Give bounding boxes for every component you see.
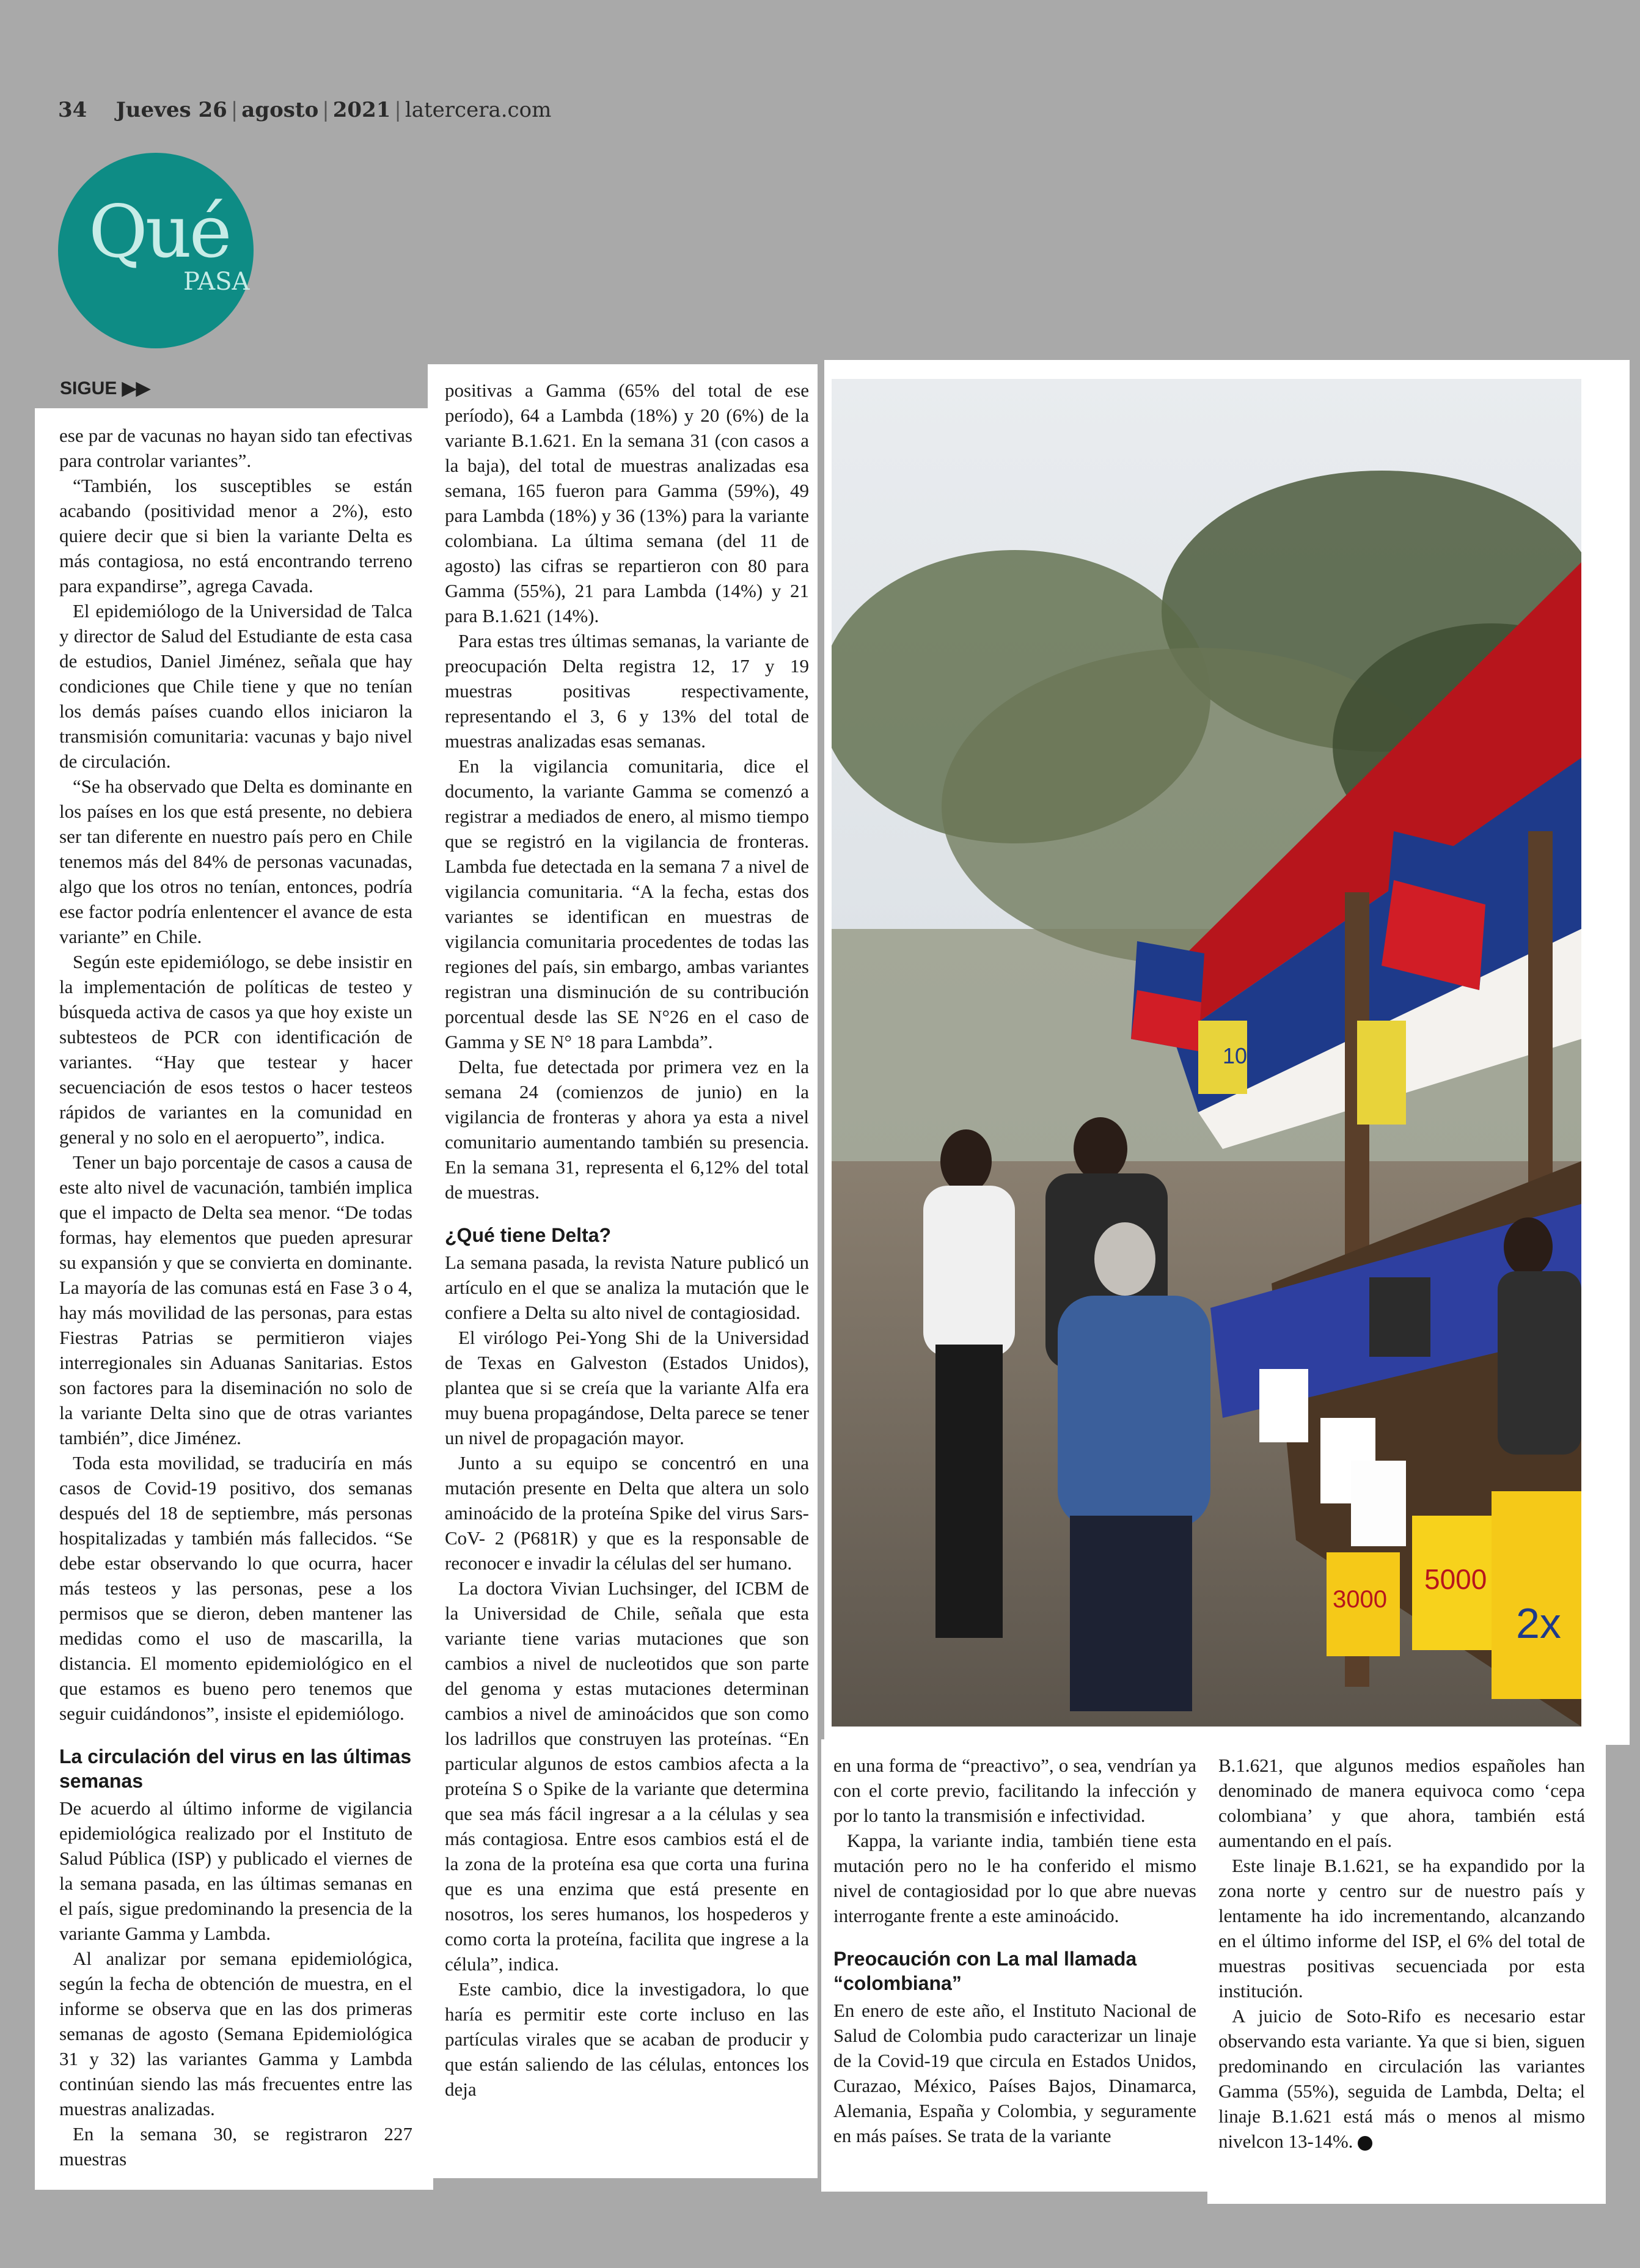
paragraph: El epidemiólogo de la Universidad de Talca y director de Salud del Estudiante de esta casa de estudios, Daniel Jiménez, señala que hay condiciones que Chile tiene y que no tenían los demás países cuando ellos iniciaron la transmisión comunitaria: vacunas y bajo nivel de circulación. — [59, 600, 412, 772]
sign-price-4: 2x — [1516, 1599, 1561, 1647]
page-header: 34 Jueves 26 | agosto | 2021 | latercera.com — [58, 98, 552, 122]
sign-price-3: 3000 — [1333, 1586, 1387, 1613]
paragraph: En la semana 30, se registraron 227 muestras — [59, 2123, 412, 2170]
paragraph: ese par de vacunas no hayan sido tan efectivas para controlar variantes”. — [59, 425, 412, 471]
section-heading-delta: ¿Qué tiene Delta? — [445, 1224, 612, 1246]
paragraph: Delta, fue detectada por primera vez en la semana 24 (comienzos de junio) en la vigilancia de fronteras y ahora ya esta a nivel comunitario aumentando también su presencia. En la semana 31, representa el 6,12% del total de muestras. — [445, 1056, 809, 1203]
header-year: 2021 — [332, 98, 391, 122]
header-day: Jueves 26 — [115, 98, 227, 122]
paragraph: En la vigilancia comunitaria, dice el documento, la variante Gamma se comenzó a registrar a mediados de enero, al mismo tiempo que se registró en la vigilancia de fronteras. Lambda fue detectada en la semana 7 a nivel de vigilancia comunitaria. “A la fecha, estas dos variantes se identifican en muestras de vigilancia comunitaria procedentes de todas las regiones del país, sin embargo, ambas variantes registran una disminución de su contribución porcentual desde las SE N°26 en el caso de Gamma y SE N° 18 para Lambda”. — [445, 755, 809, 1052]
continued-marker: SIGUE ▶▶ — [60, 378, 150, 398]
section-heading-colombiana: Preocaución con La mal llamada “colombiana” — [833, 1948, 1137, 1994]
paragraph: B.1.621, que algunos medios españoles han denominado de manera equivoca como ‘cepa colombiana’ y que ahora, también está aumentando en el país. — [1218, 1755, 1585, 1851]
paragraph: Este linaje B.1.621, se ha expandido por la zona norte y centro sur de nuestro país y lentamente ha ido incrementando, alcanzando en el último informe del ISP, el 6% del total de muestras positivas secuenciada por esta institución. — [1218, 1855, 1585, 2002]
article-column-4 — [1207, 1739, 1606, 2204]
paragraph: Al analizar por semana epidemiológica, según la fecha de obtención de muestra, en el informe se observa que en las dos primeras semanas de agosto (Semana Epidemiológica 31 y 32) las variantes Gamma y Lambda continúan siendo las más frecuentes entre las muestras analizadas. — [59, 1948, 412, 2119]
fonda-market-photo — [832, 379, 1581, 1727]
paragraph: La doctora Vivian Luchsinger, del ICBM de la Universidad de Chile, señala que esta variante tiene varias mutaciones que son cambios a nivel de nucleotidos que son parte del genoma y estas mutaciones determinan cambios a nivel de aminoácidos que son como los ladrillos que construyen las proteínas. “En particular algunos de estos cambios afecta a la proteína S o Spike de la variante que determina que sea más fácil ingresar a a la células y sea más contagiosa. Entre esos cambios está el de la zona de la proteína esa que corta una furina que es una enzima que está presente en nosotros, los seres humanos, los hospederos y como corta la proteína, facilita que ingrese a la célula”, indica. — [445, 1577, 809, 1975]
paragraph: De acuerdo al último informe de vigilancia epidemiológica realizado por el Instituto de Salud Pública (ISP) y publicado el viernes de la semana pasada, en las últimas semanas en el país, sigue predominando la presencia de la variante Gamma y Lambda. — [59, 1797, 412, 1944]
paragraph: “También, los susceptibles se están acabando (positividad menor a 2%), esto quiere decir que si bien la variante Delta es más contagiosa, no está encontrando terreno para expandirse”, agrega Cavada. — [59, 475, 412, 596]
logo-que-text: Qué — [89, 189, 230, 274]
paragraph: Tener un bajo porcentaje de casos a causa de este alto nivel de vacunación, también implica que el impacto de Delta sea menor. “De todas formas, hay elementos que pueden apresurar su expansión y que se convierta en dominante. La mayoría de las comunas está en Fase 3 o 4, hay más movilidad de las personas, para estas Fiestras Patrias se permitieron viajes interregionales sin Aduanas Sanitarias. Estos son factores para la diseminación no solo de la variante Delta sino que de otras variantes también”, dice Jiménez. — [59, 1151, 412, 1448]
paragraph: El virólogo Pei-Yong Shi de la Universidad de Texas en Galveston (Estados Unidos), plantea que si se creía que la variante Alfa era muy buena propagándose, Delta parece se tener un nivel de propagación mayor. — [445, 1327, 809, 1448]
paragraph: Toda esta movilidad, se traduciría en más casos de Covid-19 positivo, dos semanas después del 18 de septiembre, más personas hospitalizadas y también más fallecidos. “Se debe estar observando lo que ocurra, hacer más testeos y las personas, pese a los permisos que se dieron, deben mantener las medidas como el uso de mascarilla, la distancia. El momento epidemiológico en el que estamos es bueno pero tenemos que seguir cuidándonos”, insiste el epidemiólogo. — [59, 1452, 412, 1724]
final-paragraph-text: A juicio de Soto-Rifo es necesario estar observando esta variante. Ya que si bien, siguen predominando en circulación las variantes Gamma (55%), seguida de Lambda, Delta; el linaje B.1.621 está más o menos al mismo nivelcon 13-14%. — [1218, 2005, 1585, 2152]
paragraph: Este cambio, dice la investigadora, lo que haría es permitir este corte incluso en las partículas virales que se acaban de producir y que están saliendo de las células, entonces los deja — [445, 1978, 809, 2100]
page-number: 34 — [58, 98, 87, 122]
logo-pasa-text: PASA — [183, 268, 250, 296]
header-site-link[interactable]: latercera.com — [405, 98, 552, 122]
sign-price-2: 5000 — [1424, 1563, 1487, 1595]
que-pasa-logo — [58, 153, 254, 348]
paragraph: La semana pasada, la revista Nature publicó un artículo en el que se analiza la mutación que le confiere a Delta su alto nivel de contagiosidad. — [445, 1252, 809, 1323]
article-column-2 — [428, 364, 818, 2178]
article-column-3 — [821, 1739, 1210, 2192]
paragraph: positivas a Gamma (65% del total de ese período), 64 a Lambda (18%) y 20 (6%) de la variante B.1.621. En la semana 31 (con casos a la baja), del total de muestras analizadas esa semana, 165 fueron para Gamma (59%), 49 para Lambda (18%) y 36 (13%) para la variante colombiana. La última semana (del 11 de agosto) las cifras se repartieron con 80 para Gamma (55%), 21 para Lambda (14%) y 21 para B.1.621 (14%). — [445, 380, 809, 626]
paragraph: Según este epidemiólogo, se debe insistir en la implementación de políticas de testeo y búsqueda activa de casos ya que hoy existe un subtesteos de PCR con identificación de variantes. “Hay que testear y hacer secuenciación de esos testos o hacer testeos rápidos de variantes en la comunidad en general y no solo en el aeropuerto”, indica. — [59, 951, 412, 1148]
sign-price-1: 1000 — [1223, 1043, 1272, 1068]
header-month: agosto — [241, 98, 319, 122]
article-column-1 — [35, 408, 433, 2190]
paragraph: “Se ha observado que Delta es dominante en los países en los que está presente, no debiera ser tan diferente en nuestro país pero en Chile tenemos más del 84% de personas vacunadas, algo que los otros no tenían, entonces, podría ese factor podría enlentencer el avance de esta variante” en Chile. — [59, 776, 412, 947]
paragraph — [1218, 2003, 1585, 2154]
paragraph: Para estas tres últimas semanas, la variante de preocupación Delta registra 12, 17 y 19 muestras positivas respectivamente, representando el 3, 6 y 13% del total de muestras analizadas esas semanas. — [445, 630, 809, 752]
paragraph: Kappa, la variante india, también tiene esta mutación pero no le ha conferido el mismo nivel de contagiosidad por lo que abre nuevas interrogante frente a este aminoácido. — [833, 1830, 1196, 1926]
paragraph: en una forma de “preactivo”, o sea, vendrían ya con el corte previo, facilitando la infección y por lo tanto la transmisión e infectividad. — [833, 1755, 1196, 1826]
section-heading-circulation: La circulación del virus en las últimas semanas — [59, 1745, 412, 1792]
end-of-article-icon — [1358, 2136, 1372, 2151]
paragraph: Junto a su equipo se concentró en una mutación presente en Delta que altera un solo aminoácido de la proteína Spike del virus Sars-CoV- 2 (P681R) y que es la responsable de reconocer e invadir la células del ser humano. — [445, 1452, 809, 1574]
paragraph: En enero de este año, el Instituto Nacional de Salud de Colombia pudo caracterizar un linaje de la Covid-19 que circula en Estados Unidos, Curazao, México, Países Bajos, Dinamarca, Alemania, España y Colombia, y seguramente en más países. Se trata de la variante — [833, 2000, 1196, 2146]
